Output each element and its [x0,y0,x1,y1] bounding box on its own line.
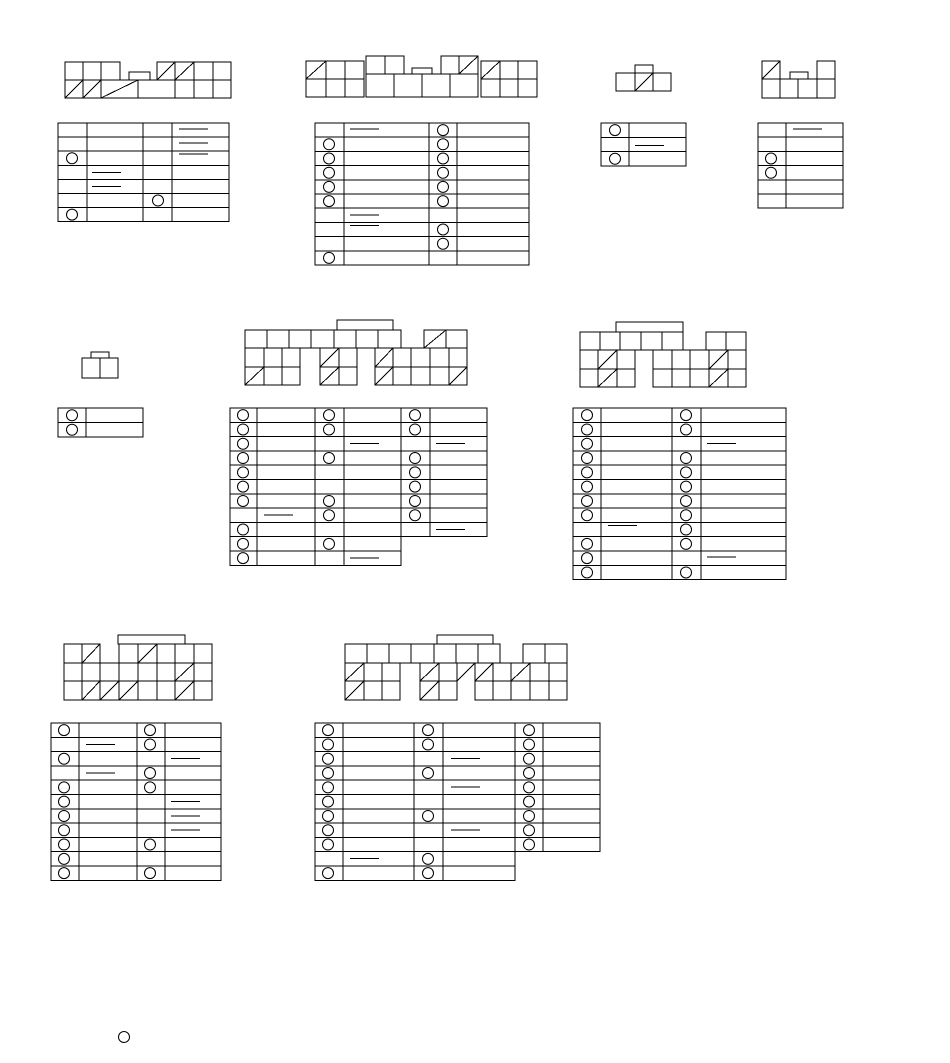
cavity [289,330,311,348]
blocked-cavity [481,61,500,79]
pin-circle-icon [681,453,692,464]
cavity [175,80,194,98]
pin-circle-icon [324,510,335,521]
cavity [449,348,467,367]
pin-circle-icon [681,481,692,492]
cavity [194,80,213,98]
pin-circle-icon [324,453,335,464]
cavity [511,681,530,700]
blocked-cavity [175,62,194,80]
pin-circle-icon [681,467,692,478]
blocked-cavity [475,663,493,681]
pin-circle-icon [59,753,70,764]
cavity [245,348,264,367]
pin-circle-icon [238,524,249,535]
cavity [549,663,567,681]
cavity [364,663,382,681]
pin-circle-icon [323,868,334,879]
latch [635,65,653,73]
pin-circle-icon [323,753,334,764]
cavity [382,663,400,681]
pin-circle-icon [681,424,692,435]
pin-circle-icon [681,410,692,421]
cavity [213,80,231,98]
cavity [100,663,119,681]
cavity [119,663,138,681]
pin-circle-icon [153,195,164,206]
cavity [456,644,478,663]
blocked-cavity [375,367,393,385]
connector-face-views [64,56,835,700]
cavity [493,681,511,700]
cavity [194,663,212,681]
connector-5-face [82,352,118,378]
cavity [726,332,746,350]
cavity [580,332,600,350]
pin-circle-icon [145,839,156,850]
cavity [817,79,835,98]
pin-circle-icon [238,553,249,564]
cavity [422,74,450,97]
pin-circle-icon [67,153,78,164]
cavity [385,56,404,74]
blocked-cavity [175,663,194,681]
cavity [356,330,378,348]
table-frame [601,123,686,166]
cavity [478,644,500,663]
cavity [481,79,500,97]
cavity [530,681,549,700]
cavity [549,681,567,700]
pin-circle-icon [438,125,449,136]
pin-circle-icon [438,167,449,178]
pin-circle-icon [238,410,249,421]
cavity [662,332,683,350]
cavity [389,644,411,663]
legend-circle-icon [119,1032,130,1043]
cavity [194,644,212,663]
cavity [523,644,545,663]
cavity [411,348,430,367]
pin-circle-icon [324,167,335,178]
cavity [82,663,100,681]
pin-circle-icon [59,853,70,864]
connector-4-pinout-table [758,123,843,208]
cavity [500,79,518,97]
blocked-cavity [375,348,393,367]
pin-circle-icon [423,725,434,736]
cavity [378,330,401,348]
pin-circle-icon [681,495,692,506]
cavity [364,681,382,700]
connector-9-pinout-table [315,723,600,880]
table-frame [515,723,600,852]
blocked-cavity [459,56,478,74]
latch [91,352,109,358]
cavity [434,644,456,663]
latch [412,68,432,74]
pin-circle-icon [681,538,692,549]
cavity [64,681,82,700]
cavity [411,644,434,663]
pin-circle-icon [681,510,692,521]
legend [119,1032,130,1043]
connector-8-pinout-table [51,723,221,880]
cavity [672,369,690,387]
cavity [430,367,449,385]
pin-circle-icon [524,810,535,821]
connector-8-face [64,635,212,700]
connector-1-pinout-table [58,123,229,222]
cavity [367,644,389,663]
pin-circle-icon [59,839,70,850]
latch [118,635,185,644]
pin-circle-icon [438,238,449,249]
blocked-cavity [157,62,175,80]
blocked-cavity [449,367,467,385]
pin-circle-icon [238,453,249,464]
cavity [366,74,394,97]
pin-circle-icon [423,810,434,821]
blocked-cavity [635,73,653,91]
pin-circle-icon [524,782,535,793]
pin-circle-icon [59,825,70,836]
cavity [411,367,430,385]
cavity [64,644,82,663]
pin-circle-icon [145,739,156,750]
connector-9-face [345,635,567,700]
latch [616,322,683,332]
pin-circle-icon [410,510,421,521]
blocked-cavity [175,681,194,700]
blocked-cavity [82,644,100,663]
pin-circle-icon [324,410,335,421]
cavity [620,332,641,350]
pin-circle-icon [410,481,421,492]
cavity [138,663,157,681]
pin-circle-icon [67,410,78,421]
pin-circle-icon [59,868,70,879]
pin-circle-icon [323,782,334,793]
table-frame [315,723,515,880]
pin-circle-icon [59,796,70,807]
cavity [345,79,364,97]
blocked-cavity [420,663,439,681]
pin-circle-icon [324,181,335,192]
blocked-cavity [762,61,780,79]
pin-circle-icon [610,125,621,136]
cavity [326,61,345,79]
blocked-cavity [511,663,530,681]
pin-circle-icon [238,481,249,492]
cavity [653,369,672,387]
cavity [82,358,100,378]
cavity [439,663,457,681]
cavity [345,644,367,663]
blocked-cavity [345,663,364,681]
cavity [530,663,549,681]
cavity [780,79,798,98]
cavity [672,350,690,369]
cavity [100,358,118,378]
connector-3-face [616,65,671,91]
pin-circle-icon [524,725,535,736]
blocked-cavity [709,350,728,369]
pin-circle-icon [582,510,593,521]
cavity [817,61,835,79]
blocked-cavity [119,681,138,700]
cavity [339,367,357,385]
blocked-cavity [420,681,439,700]
cavity [394,74,422,97]
pin-circle-icon [582,410,593,421]
cavity [393,367,411,385]
blocked-cavity [101,80,138,98]
pin-circle-icon [324,495,335,506]
connector-1-face [65,62,231,98]
pin-circle-icon [423,853,434,864]
pin-circle-icon [67,424,78,435]
pin-circle-icon [59,782,70,793]
pin-circle-icon [145,782,156,793]
blocked-cavity [424,330,446,348]
pin-circle-icon [423,739,434,750]
pin-circle-icon [524,768,535,779]
pin-circle-icon [766,153,777,164]
pin-circle-icon [438,224,449,235]
cavity [653,350,672,369]
pin-circle-icon [582,495,593,506]
blocked-cavity [100,681,119,700]
pin-circle-icon [323,768,334,779]
pin-circle-icon [582,467,593,478]
connector-2-pinout-table [315,123,529,265]
cavity [653,73,671,91]
cavity [101,62,120,80]
blocked-cavity [457,663,475,681]
pin-circle-icon [582,481,593,492]
table-frame [401,408,487,537]
cavity [157,663,175,681]
pin-circle-icon [438,153,449,164]
pin-circle-icon [324,196,335,207]
connector-5-pinout-table [58,408,143,437]
cavity [138,681,157,700]
pin-circle-icon [410,410,421,421]
cavity [690,350,709,369]
pin-circle-icon [59,810,70,821]
cavity [264,348,282,367]
cavity [728,350,746,369]
cavity [311,330,334,348]
pin-circle-icon [324,538,335,549]
pin-circle-icon [323,796,334,807]
latch [790,72,808,79]
connector-4-face [762,61,835,98]
cavity [518,79,537,97]
blocked-cavity [65,80,83,98]
cavity [64,663,82,681]
pin-circle-icon [145,725,156,736]
cavity [194,681,212,700]
pin-circle-icon [681,524,692,535]
blocked-cavity [345,681,364,700]
pin-circle-icon [582,438,593,449]
blocked-cavity [82,681,100,700]
pin-circle-icon [438,139,449,150]
cavity [545,644,567,663]
cavity [439,681,457,700]
pin-circle-icon [324,153,335,164]
cavity [446,330,467,348]
pin-circle-icon [582,567,593,578]
connector-3-pinout-table [601,123,686,166]
pin-circle-icon [238,424,249,435]
cavity [690,369,709,387]
pin-circle-icon [67,209,78,220]
pin-circle-icon [524,753,535,764]
cavity [762,79,780,98]
pin-circle-icon [145,868,156,879]
pin-circle-icon [610,153,621,164]
cavity [450,74,478,97]
pin-circle-icon [582,553,593,564]
cavity [500,61,518,79]
pin-circle-icon [410,495,421,506]
blocked-cavity [709,369,728,387]
cavity [382,681,400,700]
cavity [65,62,83,80]
cavity [475,681,493,700]
pin-circle-icon [238,438,249,449]
pin-circle-icon [323,739,334,750]
cavity [282,367,300,385]
cavity [641,332,662,350]
pin-circle-icon [524,796,535,807]
latch [129,72,150,80]
pin-circle-icon [524,825,535,836]
pin-circle-icon [423,868,434,879]
pin-circle-icon [524,839,535,850]
pin-circle-icon [238,467,249,478]
pin-circle-icon [59,725,70,736]
latch [437,635,493,644]
pin-circle-icon [438,181,449,192]
cavity [157,681,175,700]
blocked-cavity [138,644,157,663]
pinout-tables [51,123,843,880]
cavity [345,61,364,79]
pin-circle-icon [323,810,334,821]
blocked-cavity [83,80,101,98]
cavity [617,369,635,387]
cavity [706,332,726,350]
cavity [366,56,385,74]
cavity [798,79,817,98]
cavity [119,644,138,663]
pin-circle-icon [145,768,156,779]
blocked-cavity [598,350,617,369]
cavity [194,62,213,80]
pin-circle-icon [524,739,535,750]
latch [337,320,393,330]
pin-circle-icon [582,538,593,549]
cavity [306,79,326,97]
pin-circle-icon [238,495,249,506]
pin-circle-icon [582,424,593,435]
cavity [83,62,101,80]
pin-circle-icon [582,453,593,464]
cavity [430,348,449,367]
connector-6-pinout-table [230,408,487,565]
cavity [267,330,289,348]
cavity [441,56,459,74]
cavity [339,348,357,367]
pin-circle-icon [410,453,421,464]
blocked-cavity [306,61,326,79]
cavity [175,644,194,663]
connector-7-pinout-table [573,408,786,580]
pin-circle-icon [766,167,777,178]
pin-circle-icon [410,467,421,478]
pin-circle-icon [324,139,335,150]
cavity [393,348,411,367]
connector-6-face [245,320,467,385]
blocked-cavity [320,348,339,367]
pin-circle-icon [323,839,334,850]
cavity [326,79,345,97]
cavity [493,663,511,681]
pin-circle-icon [410,424,421,435]
cavity [728,369,746,387]
blocked-cavity [245,367,264,385]
connector-2-face [306,56,537,97]
pin-circle-icon [238,538,249,549]
cavity [617,350,635,369]
cavity [264,367,282,385]
cavity [334,330,356,348]
cavity [213,62,231,80]
pin-circle-icon [323,725,334,736]
cavity [518,61,537,79]
cavity [580,369,598,387]
blocked-cavity [320,367,339,385]
cavity [245,330,267,348]
pin-circle-icon [323,825,334,836]
cavity [138,80,175,98]
cavity [282,348,300,367]
cavity [616,73,635,91]
pin-circle-icon [438,196,449,207]
pin-circle-icon [324,252,335,263]
pin-circle-icon [423,768,434,779]
pin-circle-icon [681,567,692,578]
blocked-cavity [598,369,617,387]
cavity [600,332,620,350]
pin-circle-icon [324,424,335,435]
connector-7-face [580,322,746,387]
cavity [580,350,598,369]
